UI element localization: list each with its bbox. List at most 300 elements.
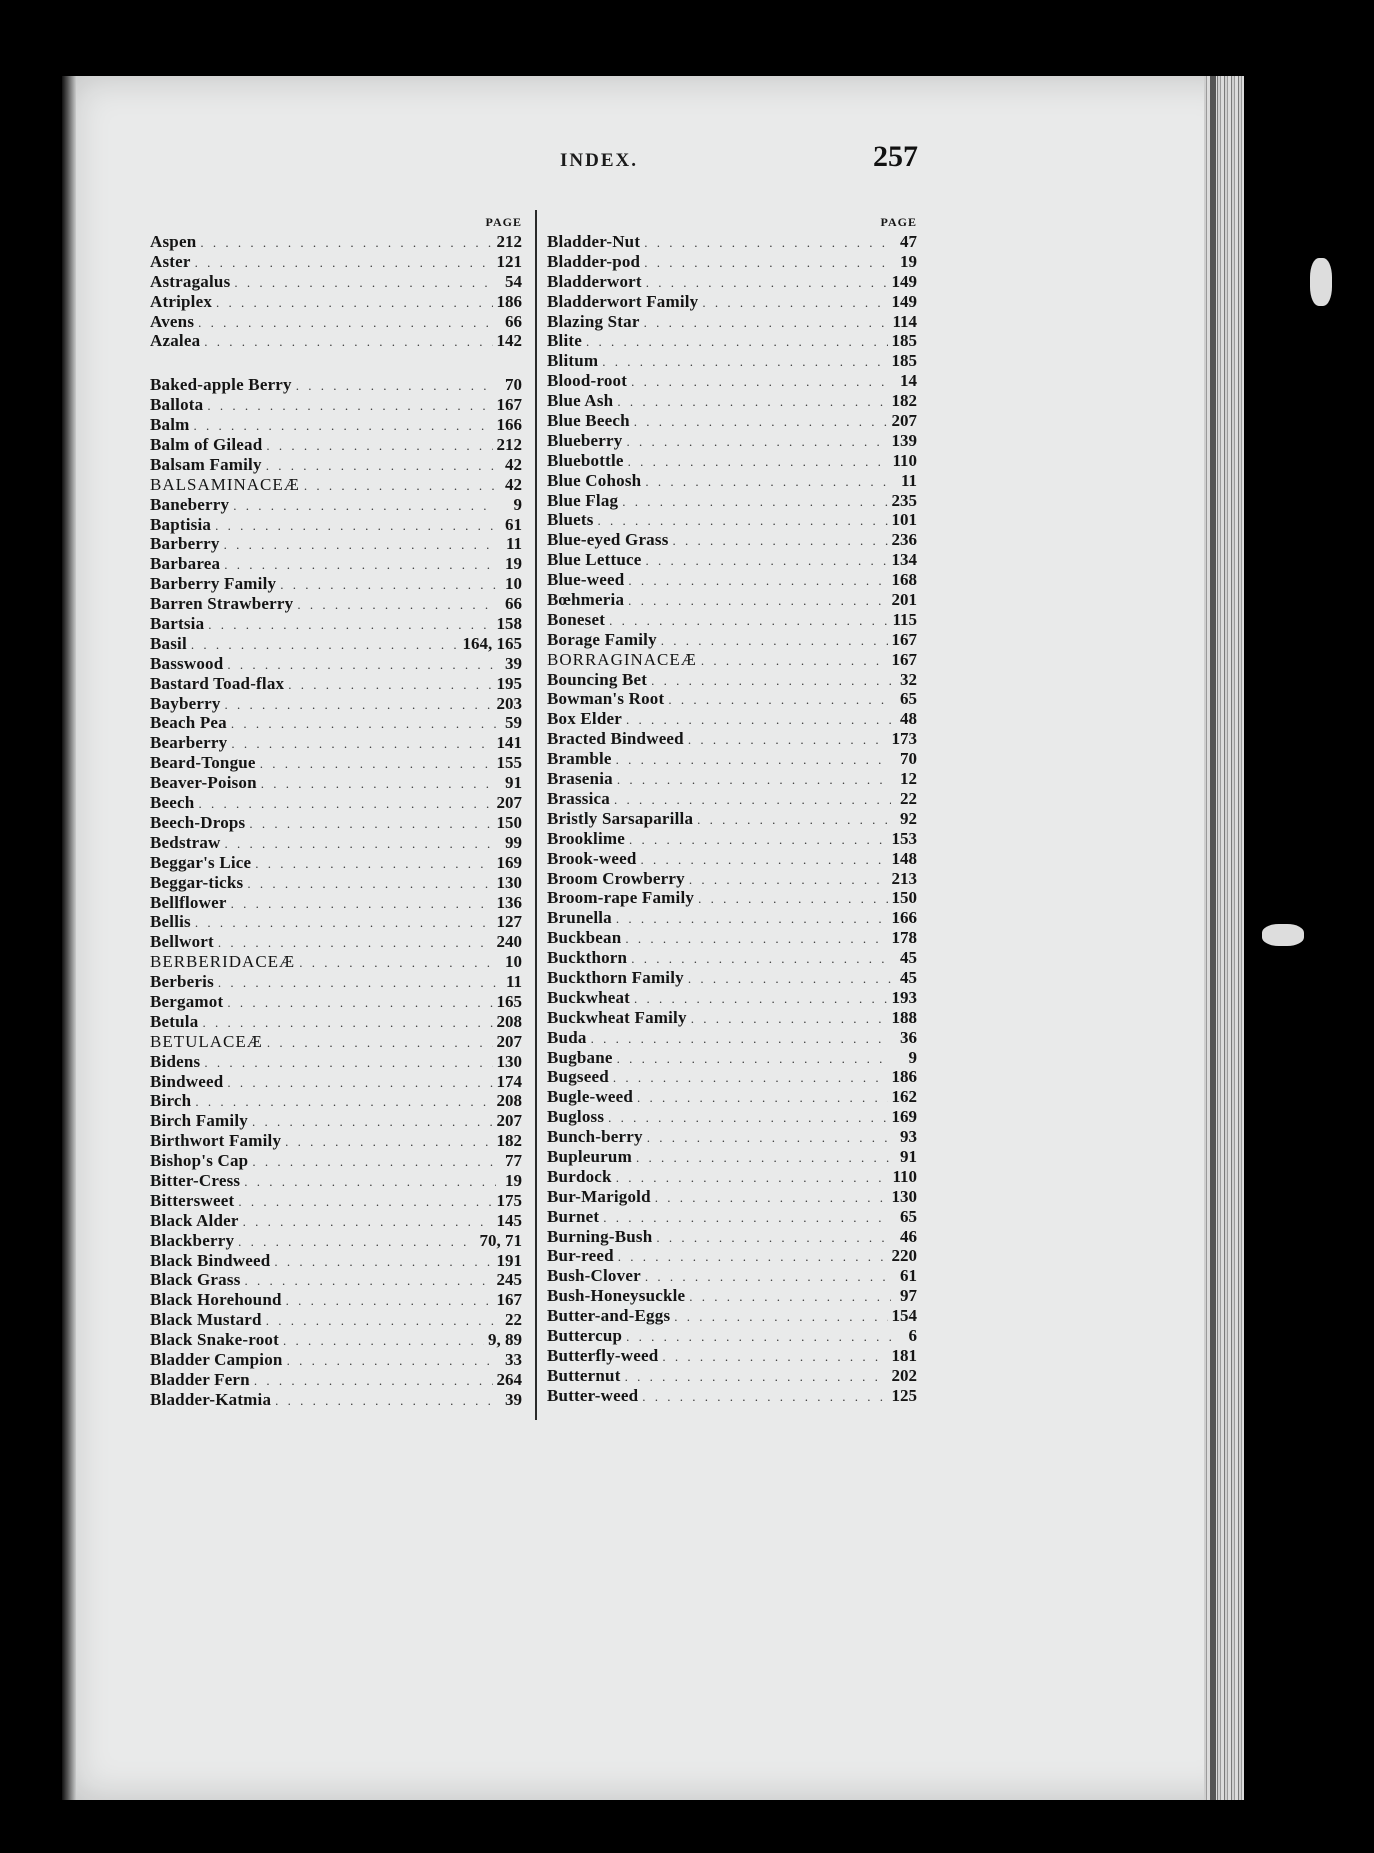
index-page-ref: 77: [505, 1151, 522, 1171]
dot-leader: [195, 1092, 492, 1112]
index-term: Broom Crowberry: [547, 868, 685, 888]
index-entry: [547, 312, 917, 332]
index-entry: [547, 1087, 917, 1107]
index-entry: [547, 1227, 917, 1247]
dot-leader: [668, 690, 891, 710]
dot-leader: [644, 313, 889, 333]
dot-leader: [645, 551, 887, 571]
index-term: Bowman's Root: [547, 689, 665, 709]
dot-leader: [204, 1053, 492, 1073]
index-entry: [150, 1171, 522, 1191]
index-term: Bracted Bindweed: [547, 729, 684, 749]
index-entry: [150, 475, 522, 495]
dot-leader: [602, 352, 887, 372]
index-entry: [547, 948, 917, 968]
index-page-ref: 59: [505, 713, 522, 733]
dot-leader: [636, 1148, 891, 1168]
dot-leader: [231, 734, 492, 754]
index-page-ref: 235: [891, 490, 917, 510]
index-term: Bush-Honeysuckle: [547, 1286, 686, 1306]
index-page-ref: 10: [505, 574, 522, 594]
index-entry: [150, 713, 522, 733]
index-page-ref: 9: [908, 1047, 917, 1067]
index-term: Bugle-weed: [547, 1087, 634, 1107]
index-term: Bittersweet: [150, 1190, 235, 1210]
index-entry: [150, 1370, 522, 1390]
index-term: Bur-reed: [547, 1246, 614, 1266]
index-entry: [150, 331, 522, 351]
index-entry: [547, 709, 917, 729]
index-page-ref: 188: [891, 1007, 917, 1027]
index-term: Blue Ash: [547, 391, 614, 411]
index-entry: [150, 1270, 522, 1290]
dot-leader: [231, 894, 493, 914]
index-page-ref: 48: [900, 709, 917, 729]
dot-leader: [617, 1049, 891, 1069]
index-term: Azalea: [150, 331, 201, 351]
dot-leader: [252, 1112, 493, 1132]
dot-leader: [207, 396, 492, 416]
index-term: Buda: [547, 1027, 587, 1047]
index-term: Buckwheat Family: [547, 1007, 687, 1027]
index-page-ref: 42: [505, 474, 522, 494]
index-entry: [547, 272, 917, 292]
dot-leader: [626, 1327, 891, 1347]
dot-leader: [225, 834, 496, 854]
index-page-ref: 39: [505, 1389, 522, 1409]
index-term: Avens: [150, 311, 195, 331]
index-page-ref: 212: [496, 435, 522, 455]
dot-leader: [655, 1188, 888, 1208]
index-page-ref: 45: [900, 967, 917, 987]
index-term: Barberry: [150, 534, 220, 554]
index-term: Bellis: [150, 912, 191, 932]
dot-leader: [238, 1192, 492, 1212]
index-term: Beggar's Lice: [150, 852, 252, 872]
index-entry: [547, 471, 917, 491]
index-column-right: [547, 212, 917, 1406]
index-term: BALSAMINACEÆ: [150, 474, 300, 494]
dot-leader: [266, 1311, 496, 1331]
dot-leader: [628, 571, 887, 591]
index-term: Balm: [150, 415, 190, 435]
index-term: Beech: [150, 793, 195, 813]
dot-leader: [645, 472, 891, 492]
index-page-ref: 65: [900, 1206, 917, 1226]
index-term: Balm of Gilead: [150, 435, 263, 455]
index-term: Blueberry: [547, 430, 623, 450]
dot-leader: [255, 854, 492, 874]
index-term: Black Alder: [150, 1210, 239, 1230]
index-entry: [150, 1330, 522, 1350]
index-term: Bastard Toad-flax: [150, 673, 285, 693]
index-page-ref: 201: [891, 590, 917, 610]
index-page-ref: 168: [891, 570, 917, 590]
index-entry: [150, 1251, 522, 1271]
index-page-ref: 207: [891, 411, 917, 431]
index-entry: [547, 1207, 917, 1227]
dot-leader: [243, 1212, 493, 1232]
index-term: Brunella: [547, 908, 612, 928]
index-entry: [547, 789, 917, 809]
index-entry: [150, 1350, 522, 1370]
index-term: Butter-weed: [547, 1385, 639, 1405]
index-entry: [547, 1306, 917, 1326]
index-entry: [547, 491, 917, 511]
index-term: Basswood: [150, 653, 224, 673]
index-entry: [547, 1167, 917, 1187]
dot-leader: [622, 492, 887, 512]
index-entry: [150, 674, 522, 694]
index-entry: [547, 968, 917, 988]
index-page-ref: 93: [900, 1127, 917, 1147]
dot-leader: [247, 874, 492, 894]
index-term: Blite: [547, 331, 582, 351]
index-entry: [150, 515, 522, 535]
dot-leader: [626, 710, 891, 730]
dot-leader: [191, 635, 459, 655]
index-entry: [547, 451, 917, 471]
index-entry: [150, 1052, 522, 1072]
index-term: Brook-weed: [547, 848, 637, 868]
running-title: INDEX.: [560, 150, 638, 171]
index-term: Bunch-berry: [547, 1127, 643, 1147]
index-term: Berberis: [150, 972, 214, 992]
index-page-ref: 136: [496, 892, 522, 912]
index-entry: [547, 510, 917, 530]
dot-leader: [616, 750, 891, 770]
dot-leader: [244, 1172, 496, 1192]
index-entry: [547, 570, 917, 590]
index-entry: [547, 1366, 917, 1386]
index-entry: [150, 1111, 522, 1131]
index-page-ref: 91: [505, 773, 522, 793]
index-page-ref: 154: [891, 1306, 917, 1326]
index-term: Brasenia: [547, 769, 613, 789]
dot-leader: [249, 814, 492, 834]
paper-fleck: [1262, 924, 1304, 946]
dot-leader: [285, 1132, 492, 1152]
index-list: [150, 232, 522, 1410]
index-page-ref: 169: [496, 852, 522, 872]
index-page-ref: 22: [900, 788, 917, 808]
index-entry: [547, 988, 917, 1008]
index-term: Barren Strawberry: [150, 594, 294, 614]
index-page-ref: 11: [505, 534, 522, 554]
dot-leader: [626, 432, 887, 452]
index-page-ref: 9: [513, 494, 522, 514]
dot-leader: [644, 233, 891, 253]
index-entry: [150, 1191, 522, 1211]
index-page-ref: 130: [496, 872, 522, 892]
index-term: Black Mustard: [150, 1310, 262, 1330]
index-term: Burdock: [547, 1166, 612, 1186]
dot-leader: [629, 830, 888, 850]
dot-leader: [644, 253, 891, 273]
index-term: Bitter-Cress: [150, 1170, 241, 1190]
index-term: Bedstraw: [150, 832, 221, 852]
index-entry: [150, 1390, 522, 1410]
dot-leader: [202, 1013, 492, 1033]
index-term: Bladder Fern: [150, 1369, 250, 1389]
index-entry: [547, 1028, 917, 1048]
index-entry: [547, 351, 917, 371]
index-entry: [547, 530, 917, 550]
index-term: Brassica: [547, 788, 610, 808]
dot-leader: [631, 949, 891, 969]
dot-leader: [617, 392, 887, 412]
index-term: Birthwort Family: [150, 1131, 282, 1151]
index-page-ref: 175: [496, 1190, 522, 1210]
dot-leader: [688, 969, 891, 989]
index-entry: [547, 849, 917, 869]
dot-leader: [637, 1088, 887, 1108]
dot-leader: [697, 810, 891, 830]
index-entry: [547, 1246, 917, 1266]
index-entry: [547, 1286, 917, 1306]
dot-leader: [288, 675, 492, 695]
index-page-ref: 148: [891, 848, 917, 868]
index-entry: [150, 1032, 522, 1052]
index-term: Burning-Bush: [547, 1226, 653, 1246]
index-entry: [547, 908, 917, 928]
index-entry: [547, 869, 917, 889]
index-term: Blackberry: [150, 1230, 235, 1250]
index-entry: [150, 694, 522, 714]
index-page-ref: 212: [496, 232, 522, 251]
dot-leader: [646, 273, 888, 293]
index-entry: [547, 1326, 917, 1346]
index-term: Blue Beech: [547, 411, 630, 431]
index-column-left: [150, 212, 522, 1410]
index-page-ref: 142: [496, 331, 522, 351]
dot-leader: [198, 794, 492, 814]
index-page-ref: 11: [505, 972, 522, 992]
dot-leader: [224, 555, 496, 575]
dot-leader: [208, 615, 492, 635]
index-entry: [547, 689, 917, 709]
index-page-ref: 150: [891, 888, 917, 908]
index-page-ref: 193: [891, 987, 917, 1007]
index-entry: [547, 1187, 917, 1207]
index-entry: [150, 1072, 522, 1092]
dot-leader: [286, 1291, 493, 1311]
index-entry: [150, 415, 522, 435]
index-page-ref: 208: [496, 1091, 522, 1111]
index-term: Blue-eyed Grass: [547, 530, 669, 550]
index-term: Bladder-Nut: [547, 232, 641, 251]
page-left-edge: [62, 76, 76, 1800]
index-page-ref: 236: [891, 530, 917, 550]
dot-leader: [688, 730, 888, 750]
index-page-ref: 114: [892, 311, 917, 331]
index-entry: [547, 1067, 917, 1087]
index-entry: [150, 1290, 522, 1310]
index-entry: [150, 272, 522, 292]
index-term: Blue-weed: [547, 570, 625, 590]
index-term: Buckthorn Family: [547, 967, 684, 987]
index-entry: [150, 912, 522, 932]
index-page-ref: 264: [496, 1369, 522, 1389]
index-term: Bladder-Katmia: [150, 1389, 272, 1409]
index-term: Bellflower: [150, 892, 227, 912]
index-entry: [150, 753, 522, 773]
index-term: Blitum: [547, 351, 599, 371]
index-term: Bearberry: [150, 733, 228, 753]
index-term: Buckbean: [547, 928, 622, 948]
dot-leader: [641, 850, 888, 870]
dot-leader: [674, 1307, 887, 1327]
index-page-ref: 66: [505, 311, 522, 331]
dot-leader: [702, 293, 887, 313]
index-page-ref: 11: [900, 470, 917, 490]
index-term: Baneberry: [150, 494, 230, 514]
index-term: Bladderwort Family: [547, 291, 699, 311]
index-page-ref: 207: [496, 1111, 522, 1131]
index-page-ref: 14: [900, 371, 917, 391]
dot-leader: [267, 1033, 493, 1053]
index-page-ref: 130: [496, 1051, 522, 1071]
index-page-ref: 66: [505, 594, 522, 614]
index-page-ref: 6: [908, 1325, 917, 1345]
index-term: Beaver-Poison: [150, 773, 257, 793]
index-page-ref: 174: [496, 1071, 522, 1091]
index-page-ref: 245: [496, 1270, 522, 1290]
dot-leader: [631, 372, 891, 392]
index-term: Blue Lettuce: [547, 550, 642, 570]
index-page-ref: 141: [496, 733, 522, 753]
index-term: Bladder Campion: [150, 1349, 283, 1369]
index-page-ref: 22: [505, 1310, 522, 1330]
index-term: Bramble: [547, 749, 612, 769]
dot-leader: [297, 595, 496, 615]
index-page-ref: 61: [505, 514, 522, 534]
index-term: Bugloss: [547, 1107, 605, 1127]
page-number: 257: [873, 140, 918, 173]
index-page-ref: 110: [892, 450, 917, 470]
index-entry: [547, 1127, 917, 1147]
index-term: Aspen: [150, 232, 197, 251]
index-page-ref: 139: [891, 430, 917, 450]
index-entry: [547, 630, 917, 650]
dot-leader: [238, 1232, 475, 1252]
index-page-ref: 153: [891, 828, 917, 848]
index-entry: [547, 331, 917, 351]
index-page-ref: 134: [891, 550, 917, 570]
index-page-ref: 173: [891, 729, 917, 749]
index-term: Ballota: [150, 395, 204, 415]
index-page-ref: 185: [891, 351, 917, 371]
index-entry: [547, 1346, 917, 1366]
index-entry: [547, 610, 917, 630]
index-entry: [547, 729, 917, 749]
index-term: Butterfly-weed: [547, 1345, 659, 1365]
dot-leader: [628, 452, 889, 472]
page-column-heading: PAGE: [485, 215, 522, 229]
index-term: Beard-Tongue: [150, 753, 256, 773]
index-entry: [547, 371, 917, 391]
index-page-ref: 115: [892, 609, 917, 629]
index-entry: [150, 375, 522, 395]
index-term: Buttercup: [547, 1325, 623, 1345]
index-term: Bartsia: [150, 614, 205, 634]
index-term: BETULACEÆ: [150, 1031, 263, 1051]
index-entry: [150, 574, 522, 594]
dot-leader: [628, 591, 887, 611]
index-entry: [150, 952, 522, 972]
index-page-ref: 92: [900, 808, 917, 828]
index-term: Beech-Drops: [150, 812, 246, 832]
dot-leader: [287, 1351, 496, 1371]
dot-leader: [299, 953, 496, 973]
index-page-ref: 70, 71: [479, 1230, 522, 1250]
index-term: Blood-root: [547, 371, 628, 391]
index-page-ref: 121: [496, 251, 522, 271]
index-page-ref: 149: [891, 271, 917, 291]
index-page-ref: 182: [891, 391, 917, 411]
dot-leader: [296, 376, 496, 396]
index-term: Burnet: [547, 1206, 600, 1226]
index-entry: [150, 992, 522, 1012]
index-entry: [150, 312, 522, 332]
index-term: Black Bindweed: [150, 1250, 271, 1270]
dot-leader: [586, 332, 888, 352]
index-page-ref: 167: [496, 1290, 522, 1310]
index-term: Baked-apple Berry: [150, 375, 292, 395]
index-term: Bristly Sarsaparilla: [547, 808, 694, 828]
dot-leader: [689, 870, 888, 890]
binding-shadow: [1210, 76, 1216, 1800]
index-page-ref: 36: [900, 1027, 917, 1047]
index-page-ref: 19: [900, 251, 917, 271]
index-page-ref: 54: [505, 271, 522, 291]
index-page-ref: 101: [891, 510, 917, 530]
index-entry: [150, 292, 522, 312]
index-entry: [150, 435, 522, 455]
index-term: Black Grass: [150, 1270, 241, 1290]
index-entry: [547, 809, 917, 829]
index-term: Buckwheat: [547, 987, 631, 1007]
index-term: Blue Flag: [547, 490, 619, 510]
index-entry: [150, 972, 522, 992]
dot-leader: [689, 1287, 891, 1307]
dot-leader: [656, 1228, 891, 1248]
dot-leader: [245, 1271, 493, 1291]
index-entry: [150, 932, 522, 952]
paper-fleck: [1310, 258, 1332, 306]
index-entry: [150, 773, 522, 793]
index-page-ref: 9, 89: [488, 1330, 522, 1350]
index-term: Bupleurum: [547, 1146, 632, 1166]
index-entry: [547, 928, 917, 948]
index-entry: [547, 1107, 917, 1127]
index-term: Buckthorn: [547, 948, 628, 968]
index-page-ref: 91: [900, 1146, 917, 1166]
index-term: Bladder-pod: [547, 251, 641, 271]
index-page-ref: 97: [900, 1286, 917, 1306]
dot-leader: [252, 1152, 496, 1172]
index-page-ref: 186: [496, 291, 522, 311]
index-entry: [150, 1211, 522, 1231]
dot-leader: [304, 476, 496, 496]
dot-leader: [691, 1009, 888, 1029]
index-entry: [150, 1310, 522, 1330]
index-entry: [150, 534, 522, 554]
index-page-ref: 125: [891, 1385, 917, 1405]
index-page-ref: 191: [496, 1250, 522, 1270]
index-term: Bishop's Cap: [150, 1151, 249, 1171]
dot-leader: [218, 933, 493, 953]
